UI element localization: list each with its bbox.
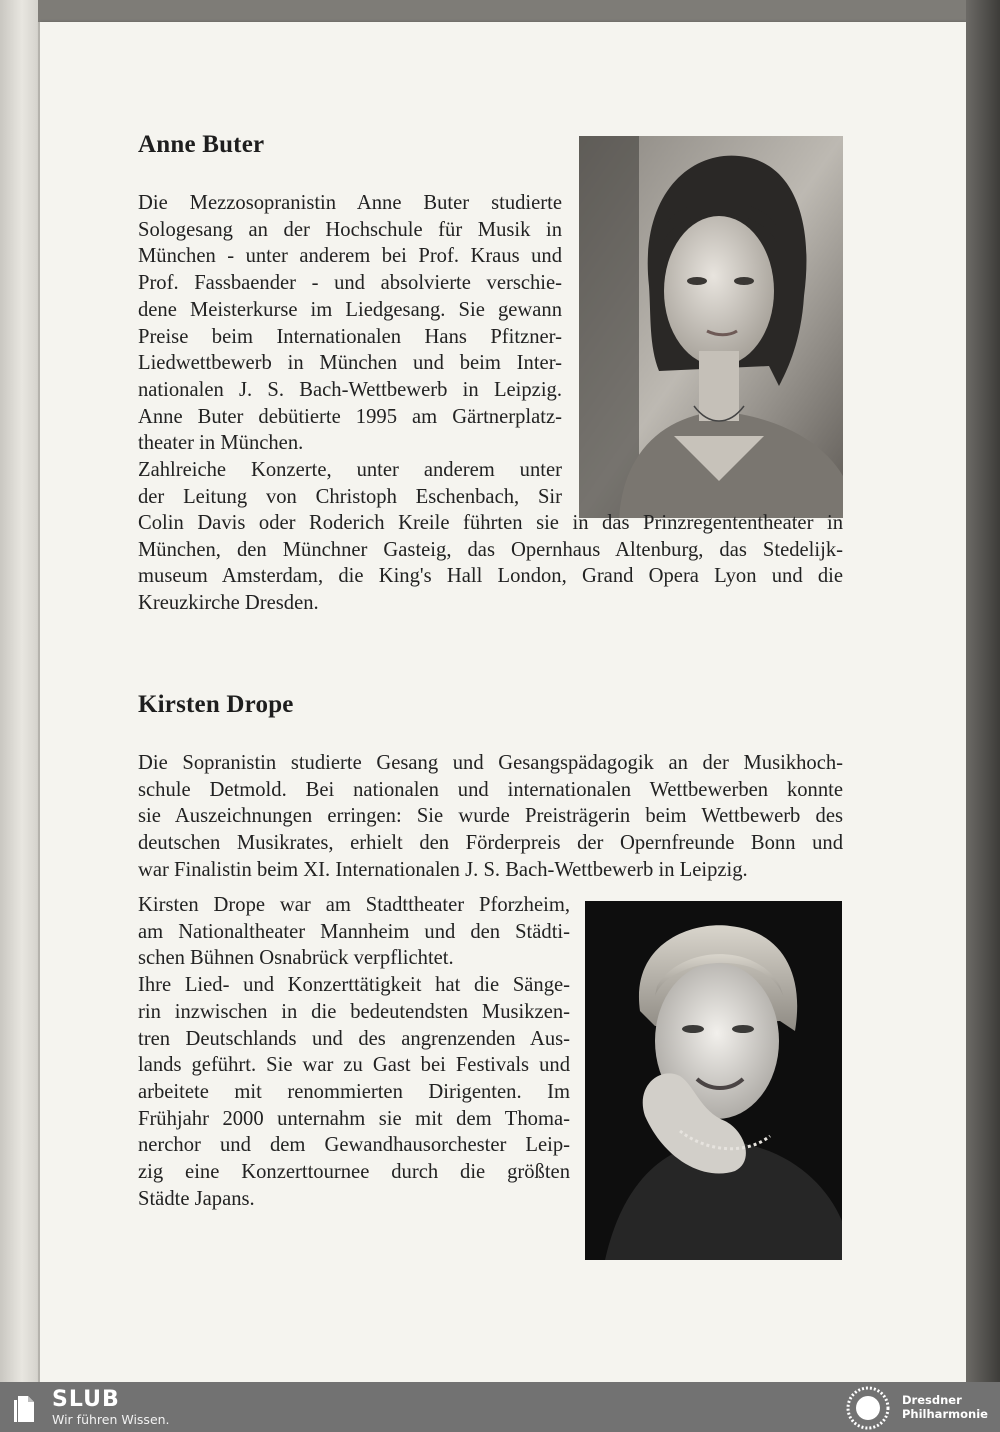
text-line: arbeitete mit renommierten Dirigenten. Im (138, 1080, 570, 1103)
text-line: Städte Japans. (138, 1187, 255, 1210)
text-line: schen Bühnen Osnabrück verpflichtet. (138, 947, 454, 970)
text-line: theater in München. (138, 432, 304, 455)
text-line: Sologesang an der Hochschule für Musik in (138, 218, 562, 241)
artist2-heading: Kirsten Drope (138, 691, 294, 718)
artist1-bio-full (138, 510, 843, 617)
philharmonie-line2: Philharmonie (902, 1407, 988, 1421)
text-line: Liedwettbewerb in München und beim Inter- (138, 352, 562, 375)
text-line: Die Mezzosopranistin Anne Buter studierte (138, 192, 562, 214)
text-line: München, den Münchner Gasteig, das Opernhaus Altenburg, das Stedelijk- (138, 538, 843, 561)
slub-title: SLUB (52, 1387, 120, 1412)
text-line: München - unter anderem bei Prof. Kraus und (138, 245, 562, 268)
previous-page-edge (0, 0, 40, 1382)
artist1-bio-wrapped (138, 190, 562, 510)
philharmonie-name (902, 1393, 988, 1421)
scan-right-margin (966, 0, 1000, 1382)
artist1-portrait (579, 136, 843, 518)
text-line: museum Amsterdam, die King's Hall London, Grand Opera Lyon und die (138, 565, 843, 588)
text-line: dene Meisterkurse im Liedgesang. Sie gewann (138, 298, 562, 321)
scan-top-margin (38, 0, 966, 22)
text-line: der Leitung von Christoph Eschenbach, Sir (138, 485, 562, 508)
text-line: schule Detmold. Bei nationalen und internationalen Wettbewerben konnte (138, 778, 843, 801)
artist2-portrait (585, 901, 842, 1260)
text-line: rin inzwischen in die bedeutendsten Musikzen- (138, 1000, 570, 1023)
text-line: Kreuzkirche Dresden. (138, 592, 319, 615)
text-line: lands geführt. Sie war zu Gast bei Festivals und (138, 1054, 570, 1077)
text-line: Zahlreiche Konzerte, unter anderem unter (138, 459, 562, 482)
slub-tagline: Wir führen Wissen. (52, 1412, 170, 1427)
philharmonie-line1: Dresdner (902, 1393, 962, 1407)
text-line: Anne Buter debütierte 1995 am Gärtnerplatz- (138, 405, 562, 428)
text-line: Frühjahr 2000 unternahm sie mit dem Thoma- (138, 1107, 570, 1130)
footer-bar (0, 1382, 1000, 1432)
text-line: zig eine Konzerttournee durch die größten (138, 1161, 570, 1184)
text-line: Colin Davis oder Roderich Kreile führten sie in das Prinzregententheater in (138, 512, 843, 534)
artist2-bio-full (138, 750, 843, 884)
text-line: tren Deutschlands und des angrenzenden Aus- (138, 1027, 570, 1050)
text-line: Prof. Fassbaender - und absolvierte verschie- (138, 272, 562, 295)
text-line: nerchor und dem Gewandhausorchester Leip- (138, 1134, 570, 1157)
artist1-heading: Anne Buter (138, 131, 265, 158)
text-line: Die Sopranistin studierte Gesang und Gesangspädagogik an der Musikhoch- (138, 752, 843, 774)
text-line: deutschen Musikrates, erhielt den Förderpreis der Opernfreunde Bonn und (138, 832, 843, 855)
text-line: sie Auszeichnungen erringen: Sie wurde Preisträgerin beim Wettbewerb des (138, 805, 843, 828)
text-line: war Finalistin beim XI. Internationalen J. S. Bach-Wettbewerb in Leipzig. (138, 858, 748, 881)
text-line: am Nationaltheater Mannheim und den Städti- (138, 920, 570, 943)
text-line: Kirsten Drope war am Stadttheater Pforzheim, (138, 894, 570, 916)
text-line: Preise beim Internationalen Hans Pfitzner- (138, 325, 562, 348)
text-line: Ihre Lied- und Konzerttätigkeit hat die Sänge- (138, 974, 570, 997)
slub-logo-icon (14, 1394, 38, 1424)
text-line: nationalen J. S. Bach-Wettbewerb in Leipzig. (138, 378, 562, 401)
artist2-bio-wrapped (138, 892, 570, 1212)
philharmonie-logo-icon (846, 1386, 890, 1430)
